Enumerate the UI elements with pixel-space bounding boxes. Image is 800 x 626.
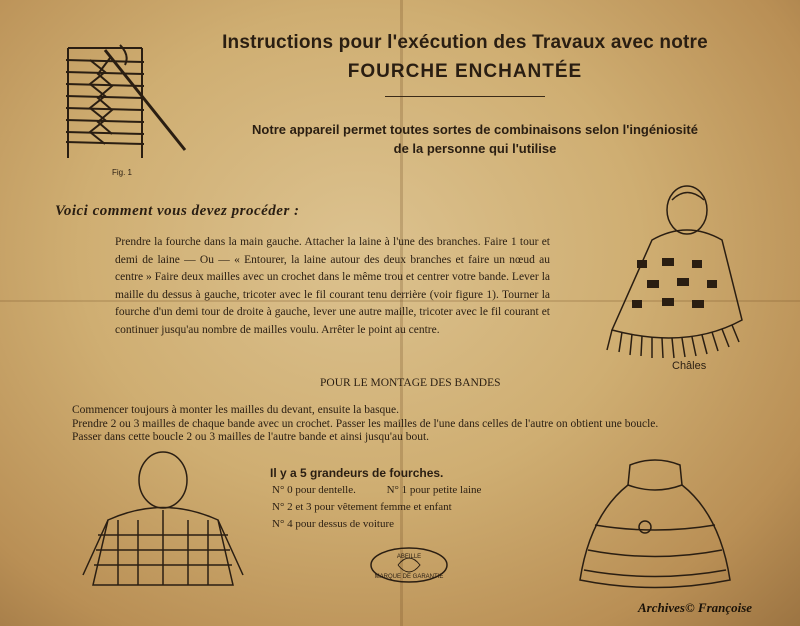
shawl-label: Châles — [672, 360, 707, 372]
montage-line-2: Prendre 2 ou 3 mailles de chaque bande avec un crochet. Passer les mailles de l'une dans celles de l'autre on obtient une boucle. — [72, 417, 659, 430]
title-divider — [385, 96, 545, 97]
trademark-seal — [368, 545, 450, 585]
montage-heading: POUR LE MONTAGE DES BANDES — [320, 377, 501, 389]
size-4: N° 4 pour dessus de voiture — [272, 518, 395, 530]
size-1: N° 1 pour petite laine — [386, 484, 482, 496]
sizes-row-1 — [272, 482, 481, 499]
figure-caption: Fig. 1 — [112, 168, 133, 177]
title-line-1: Instructions pour l'exécution des Travaux avec notre — [222, 32, 708, 53]
seal-bottom-text: MARQUE DE GARANTIE — [374, 574, 444, 580]
shawl-illustration — [592, 180, 752, 380]
procedure-text: Prendre la fourche dans la main gauche. Attacher la laine à l'une des branches. Faire 1 tour et demi de laine — Ou — « Entourer, la laine autour des deux branches et faire un nœud au centre » Faire deux mailles avec un crochet dans le même trou et centrer votre bande. Lever la maille du dessus à gauche, tricoter avec le fil courant tenu derrière (voir figure 1). Tourner la fourche d'un demi tour de droite à gauche, lever une autre maille, tricoter avec le fil courant et continuer jusqu'au nombre de mailles voulu. Arrêter le point au centre. — [115, 236, 550, 336]
subtitle-line-1: Notre appareil permet toutes sortes de combinaisons selon l'ingéniosité — [252, 122, 698, 137]
cape-illustration — [570, 455, 740, 595]
size-2-3: N° 2 et 3 pour vêtement femme et enfant — [272, 501, 452, 513]
montage-line-1: Commencer toujours à monter les mailles du devant, ensuite la basque. — [72, 404, 400, 416]
sizes-heading: Il y a 5 grandeurs de fourches. — [270, 466, 444, 480]
archive-credit: Archives© Françoise — [638, 600, 753, 615]
jacket-illustration — [78, 450, 248, 595]
montage-text — [72, 404, 752, 445]
procedure-heading: Voici comment vous devez procéder : — [55, 203, 300, 219]
fork-illustration — [50, 40, 200, 170]
sizes-list — [272, 482, 481, 533]
seal-top-text: ABEILLE — [396, 554, 422, 560]
montage-line-3: Passer dans cette boucle 2 ou 3 mailles de l'autre bande et ainsi jusqu'au bout. — [72, 431, 430, 443]
title-line-2: FOURCHE ENCHANTÉE — [347, 61, 583, 82]
subtitle-line-2: de la personne qui l'utilise — [393, 141, 557, 156]
subtitle — [215, 120, 735, 158]
size-0: N° 0 pour dentelle. — [272, 484, 356, 496]
